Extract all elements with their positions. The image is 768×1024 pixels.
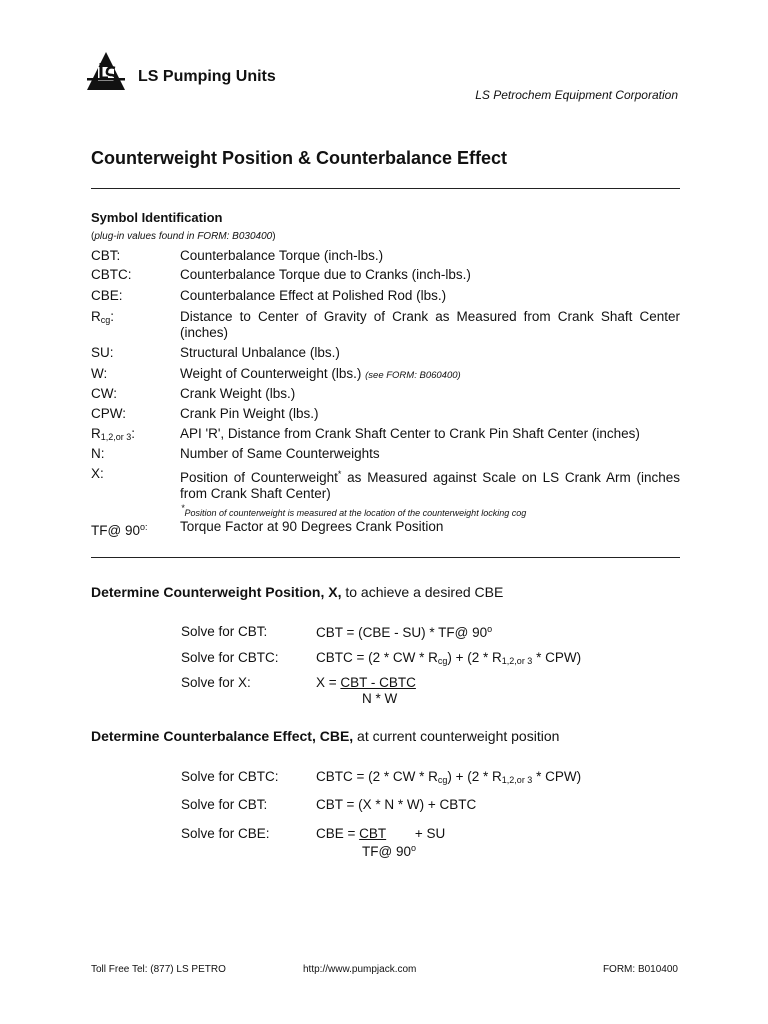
symbol-row <box>91 345 680 361</box>
symbol-desc: Counterbalance Torque (inch-lbs.) <box>180 248 384 263</box>
divider <box>91 557 680 558</box>
symbol-desc: Crank Weight (lbs.) <box>180 386 296 401</box>
symbol-row <box>91 466 680 501</box>
symbol-desc: Counterbalance Effect at Polished Rod (lbs.) <box>180 288 447 303</box>
solve-label: Solve for CBTC: <box>181 650 279 665</box>
symbol-key: CBE: <box>91 288 123 303</box>
symbol-row <box>91 446 680 462</box>
section-heading: Determine Counterweight Position, X, to achieve a desired CBE <box>91 584 504 600</box>
symbol-key: CPW: <box>91 406 127 421</box>
page-title: Counterweight Position & Counterbalance Effect <box>91 148 508 168</box>
symbol-desc: Distance to Center of Gravity of Crank as Measured from Crank Shaft Center (inches) <box>180 309 680 340</box>
symbol-desc: Counterbalance Torque due to Cranks (inch-lbs.) <box>180 267 471 282</box>
formula: CBTC = (2 * CW * $R_{cg}) + (2 * R_{1,2,or 3} * CPW)$ <box>316 650 582 666</box>
symbol-see-note: see FORM: B060400 <box>368 370 458 381</box>
formula: CBE = CBT + SU <box>316 826 446 841</box>
symbol-key: SU: <box>91 345 114 360</box>
symbol-row <box>91 386 680 402</box>
solve-label: Solve for CBTC: <box>181 769 279 784</box>
symbol-desc: API 'R', Distance from Crank Shaft Center to Crank Pin Shaft Center (inches) <box>180 426 640 441</box>
symbol-row <box>91 309 680 341</box>
symbol-key: CBTC: <box>91 267 132 282</box>
symbol-key: $R_{cg}$: <box>91 309 115 325</box>
symbol-row <box>91 406 680 422</box>
footer-url[interactable]: http://www.pumpjack.com <box>303 964 417 975</box>
solve-label: Solve for X: <box>181 675 251 690</box>
symbol-desc: Structural Unbalance (lbs.) <box>180 345 340 360</box>
solve-label: Solve for CBT: <box>181 797 268 812</box>
symbol-desc: Torque Factor at 90 Degrees Crank Position <box>180 519 444 534</box>
formula: CBTC = (2 * CW * $R_{cg}) + (2 * R_{1,2,or 3} * CPW)$ <box>316 769 582 785</box>
symbol-key: CBT: <box>91 248 121 263</box>
company-logo-icon <box>85 50 127 92</box>
formula-denominator: TF@ 90$^o$ <box>362 843 416 859</box>
symbol-key: CW: <box>91 386 117 401</box>
symbol-desc: Crank Pin Weight (lbs.) <box>180 406 319 421</box>
formula-denominator: N * W <box>362 691 398 706</box>
symbol-row <box>91 248 680 264</box>
section-heading: Determine Counterbalance Effect, CBE, at current counterweight position <box>91 728 560 744</box>
symbol-key: N: <box>91 446 105 461</box>
solve-label: Solve for CBT: <box>181 624 268 639</box>
solve-label: Solve for CBE: <box>181 826 270 841</box>
symbol-row <box>91 426 680 442</box>
footer-phone: Toll Free Tel: (877) LS PETRO <box>91 964 226 975</box>
symbol-note: (plug-in values found in FORM: B030400) <box>91 231 276 242</box>
corporation-name: LS Petrochem Equipment Corporation <box>475 88 678 102</box>
symbol-key: TF@ $90^{o:}$ <box>91 522 148 538</box>
formula: X = CBT - CBTC <box>316 675 416 690</box>
symbol-key: X: <box>91 466 104 481</box>
symbol-heading: Symbol Identification <box>91 210 223 225</box>
symbol-row <box>91 366 680 382</box>
formula: CBT = (X * N * W) + CBTC <box>316 797 477 812</box>
symbol-desc: Weight of Counterweight (lbs.) (see FORM: B060400) <box>180 366 461 381</box>
footnote: *Position of counterweight is measured at the location of the counterweight locking cog <box>181 503 527 518</box>
symbol-desc: Number of Same Counterweights <box>180 446 380 461</box>
symbol-row <box>91 519 680 538</box>
divider <box>91 188 680 189</box>
symbol-key: $R_{1,2,or 3}$: <box>91 426 136 442</box>
symbol-key: W: <box>91 366 108 381</box>
symbol-row <box>91 288 680 304</box>
formula: CBT = (CBE - SU) * TF@ 90$^o$ <box>316 624 493 640</box>
brand-name: LS Pumping Units <box>138 68 276 85</box>
symbol-desc: Position of Counterweight* as Measured against Scale on LS Crank Arm (inches from Crank Shaft Center) <box>180 469 680 501</box>
footer-form: FORM: B010400 <box>602 964 678 975</box>
symbol-row <box>91 267 680 283</box>
